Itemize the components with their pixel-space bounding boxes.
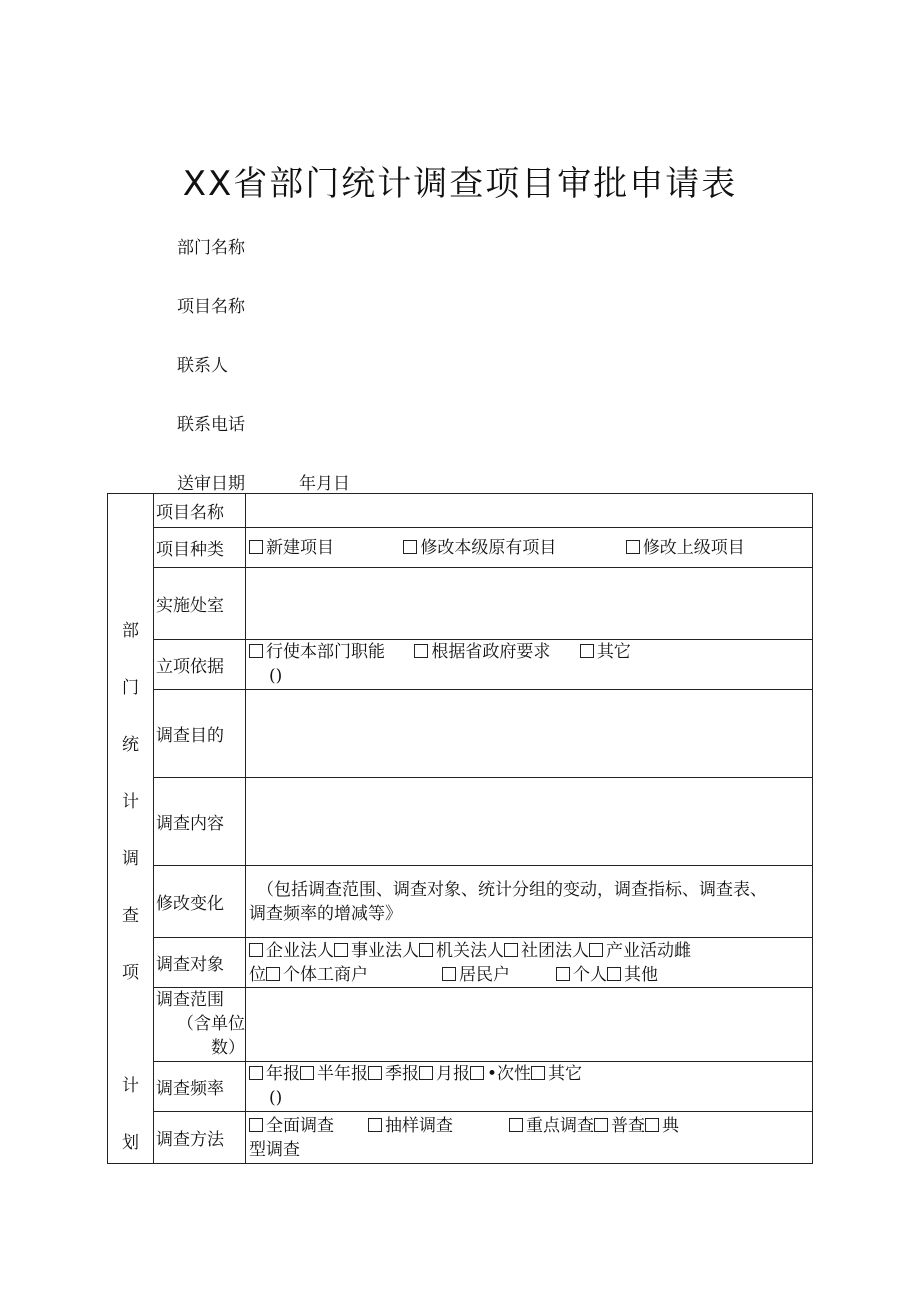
object-label: 调查对象 xyxy=(154,938,246,988)
side-char: 项 xyxy=(122,963,139,983)
checkbox-freq-other[interactable] xyxy=(531,1066,545,1080)
table-row-frequency xyxy=(108,1062,813,1112)
dept-name-label: 部门名称 xyxy=(177,238,245,258)
option-label: 新建项目 xyxy=(266,537,334,558)
option-label: 月报 xyxy=(436,1064,470,1084)
method-line2: 型调查 xyxy=(249,1139,300,1160)
checkbox-sample-survey[interactable] xyxy=(368,1118,382,1132)
option-label: 抽样调查 xyxy=(385,1115,453,1136)
option-label: 季报 xyxy=(385,1064,419,1084)
checkbox-typical-survey[interactable] xyxy=(645,1118,659,1132)
checkbox-industry-unit[interactable] xyxy=(589,943,603,957)
checkbox-individual[interactable] xyxy=(556,967,570,981)
side-char: 调 xyxy=(122,849,139,869)
checkbox-basis-other[interactable] xyxy=(580,644,594,658)
checkbox-quarterly[interactable] xyxy=(368,1066,382,1080)
option-label: 事业法人 xyxy=(351,940,419,961)
option-label: 修改本级原有项目 xyxy=(420,537,557,558)
option-label: 普查 xyxy=(611,1115,645,1136)
content-field[interactable] xyxy=(246,778,813,866)
change-label: 修改变化 xyxy=(154,866,246,938)
scope-label: 调查范围 xyxy=(156,990,224,1010)
checkbox-monthly[interactable] xyxy=(419,1066,433,1080)
checkbox-provincial-requirement[interactable] xyxy=(414,644,428,658)
checkbox-self-employed[interactable] xyxy=(266,967,280,981)
application-form-table xyxy=(107,493,813,1164)
scope-label-sub: （含单位 xyxy=(177,1014,245,1034)
table-row-basis xyxy=(108,640,813,690)
option-label: 产业活动雌 xyxy=(606,940,691,961)
change-note-line1: （包括调查范围、调查对象、统计分组的变动，调查指标、调查表、 xyxy=(257,879,767,900)
side-char: 计 xyxy=(122,1076,139,1096)
change-note-line2: 调查频率的增减等》 xyxy=(249,903,402,924)
option-label: 年报 xyxy=(266,1064,300,1084)
checkbox-own-duty[interactable] xyxy=(249,644,263,658)
option-label: 典 xyxy=(662,1115,679,1136)
option-label: •次性 xyxy=(487,1064,532,1084)
checkbox-enterprise-legal[interactable] xyxy=(249,943,263,957)
checkbox-one-time[interactable] xyxy=(470,1066,484,1080)
option-label: 个体工商户 xyxy=(283,964,368,985)
office-field[interactable] xyxy=(246,568,813,640)
option-label: 其它 xyxy=(548,1064,583,1084)
option-label: 个人 xyxy=(573,964,607,985)
office-label: 实施处室 xyxy=(154,568,246,640)
scope-label-sub: 数） xyxy=(211,1038,245,1058)
basis-other-blank[interactable]: () xyxy=(269,666,283,686)
table-row-content xyxy=(108,778,813,866)
checkbox-household[interactable] xyxy=(442,967,456,981)
checkbox-key-survey[interactable] xyxy=(509,1118,523,1132)
table-row-method xyxy=(108,1112,813,1164)
frequency-other-blank[interactable]: () xyxy=(269,1088,283,1108)
project-name-label: 项目名称 xyxy=(177,297,245,317)
checkbox-government-legal[interactable] xyxy=(419,943,433,957)
side-char: 门 xyxy=(122,678,139,698)
option-label-tail: 位 xyxy=(249,964,266,985)
side-heading xyxy=(108,494,154,1164)
table-row-purpose xyxy=(108,690,813,778)
option-label: 机关法人 xyxy=(436,940,504,961)
option-label: 全面调查 xyxy=(266,1115,334,1136)
option-label: 企业法人 xyxy=(266,940,334,961)
project-type-label: 项目种类 xyxy=(154,528,246,568)
table-row-office xyxy=(108,568,813,640)
table-row-project-type xyxy=(108,528,813,568)
table-row-scope xyxy=(108,988,813,1062)
table-row-object xyxy=(108,938,813,988)
side-char: 划 xyxy=(122,1133,139,1153)
option-label: 根据省政府要求 xyxy=(431,642,551,662)
content-label: 调查内容 xyxy=(154,778,246,866)
option-label: 社团法人 xyxy=(521,940,589,961)
checkbox-new-project[interactable] xyxy=(249,540,263,554)
checkbox-census[interactable] xyxy=(594,1118,608,1132)
checkbox-modify-own-project[interactable] xyxy=(403,540,417,554)
side-char: 查 xyxy=(122,906,139,926)
contact-label: 联系人 xyxy=(177,356,228,376)
checkbox-association-legal[interactable] xyxy=(504,943,518,957)
option-label: 重点调查 xyxy=(526,1115,594,1136)
submit-date-label: 送审日期 xyxy=(177,474,245,494)
scope-field[interactable] xyxy=(246,988,813,1062)
checkbox-full-survey[interactable] xyxy=(249,1118,263,1132)
project-name-cell-label: 项目名称 xyxy=(154,494,246,528)
checkbox-object-other[interactable] xyxy=(607,967,621,981)
side-char: 统 xyxy=(122,735,139,755)
option-label: 行使本部门职能 xyxy=(266,642,385,662)
side-char: 计 xyxy=(122,792,139,812)
option-label: 其他 xyxy=(624,964,658,985)
frequency-label: 调查频率 xyxy=(154,1062,246,1112)
method-label: 调查方法 xyxy=(154,1112,246,1164)
side-char: 部 xyxy=(122,621,139,641)
option-label: 居民户 xyxy=(459,964,510,985)
purpose-field[interactable] xyxy=(246,690,813,778)
table-row-project-name xyxy=(108,494,813,528)
checkbox-modify-superior-project[interactable] xyxy=(626,540,640,554)
checkbox-annual[interactable] xyxy=(249,1066,263,1080)
checkbox-institution-legal[interactable] xyxy=(334,943,348,957)
submit-date-value: 年月日 xyxy=(299,474,350,494)
checkbox-semiannual[interactable] xyxy=(300,1066,314,1080)
basis-label: 立项依据 xyxy=(154,640,246,690)
option-label: 其它 xyxy=(596,642,631,662)
table-row-change xyxy=(108,866,813,938)
option-label: 半年报 xyxy=(317,1064,368,1084)
project-name-field[interactable] xyxy=(246,494,813,528)
purpose-label: 调查目的 xyxy=(154,690,246,778)
submit-date-row xyxy=(177,469,350,494)
page-title: XX省部门统计调查项目审批申请表 xyxy=(182,164,738,204)
option-label: 修改上级项目 xyxy=(642,537,745,558)
phone-label: 联系电话 xyxy=(177,415,245,435)
